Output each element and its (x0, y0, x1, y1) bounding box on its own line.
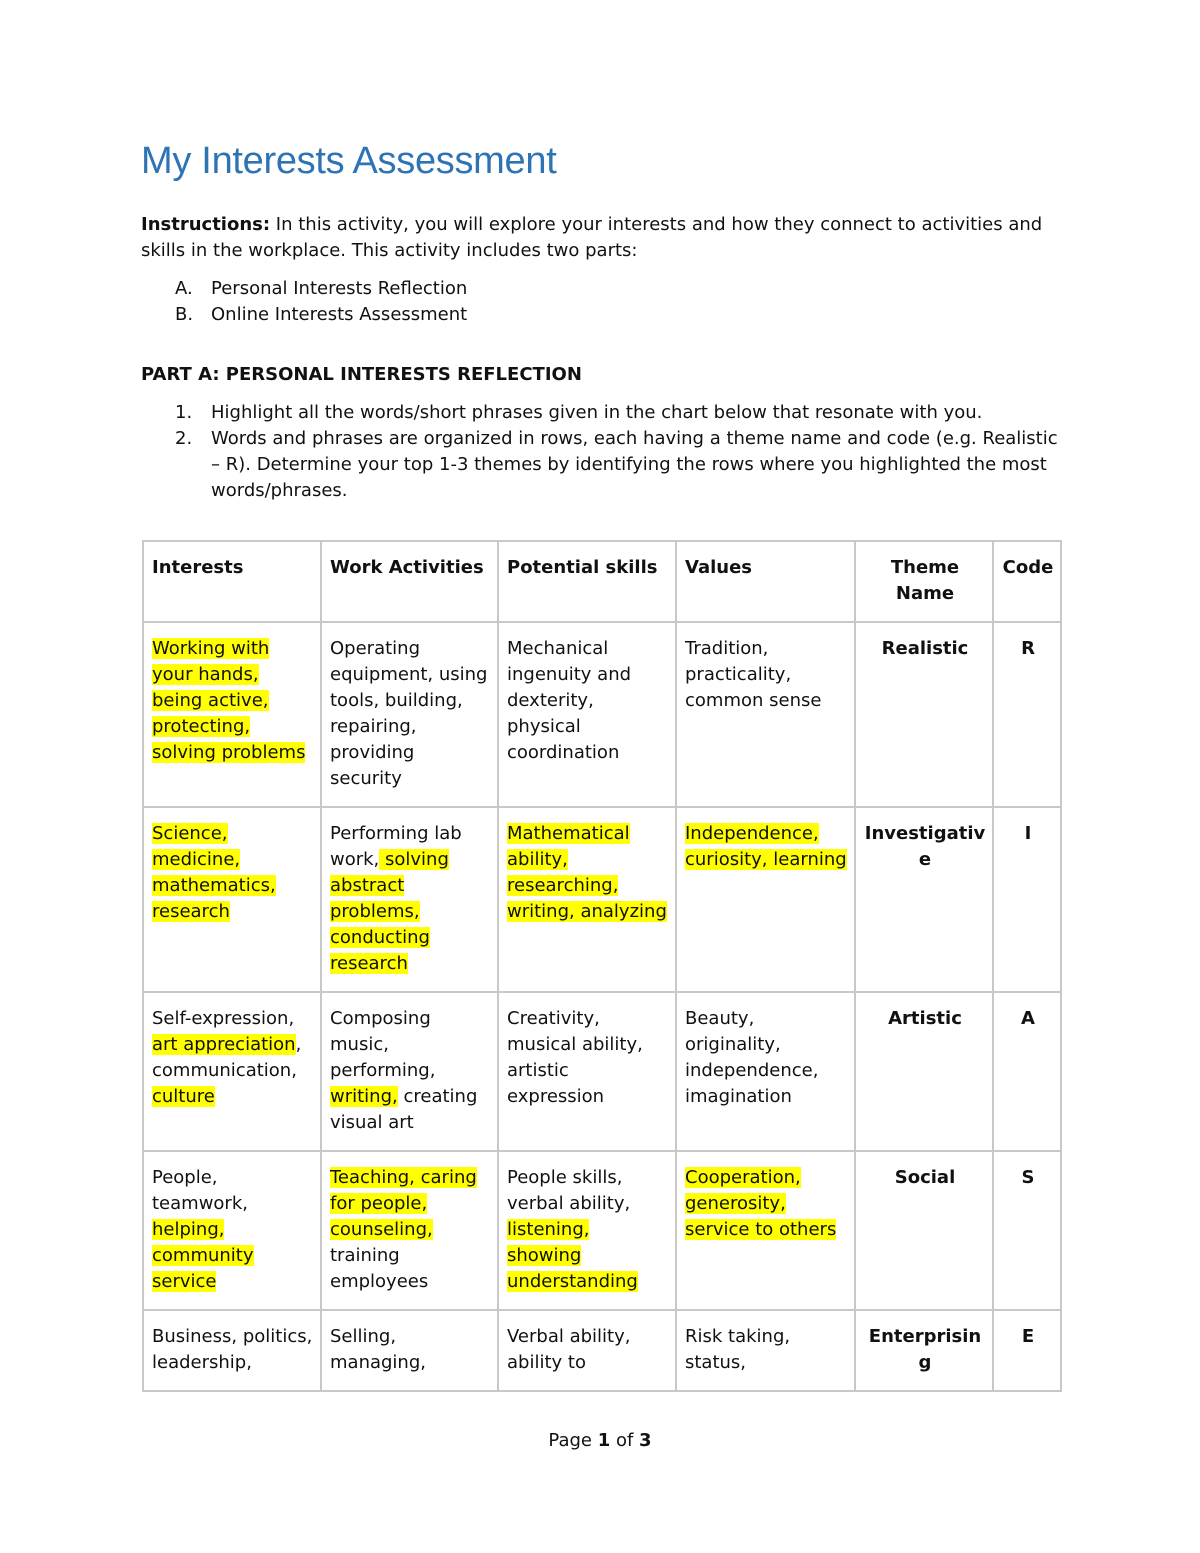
cell-values (676, 1310, 855, 1391)
cell-interests (143, 1310, 321, 1391)
column-header-code: Code (993, 541, 1061, 622)
highlighted-text: listening, showing understanding (507, 1219, 638, 1292)
cell-text: Self-expression, (152, 1008, 295, 1029)
interests-table (142, 540, 1062, 1392)
footer-prefix: Page (548, 1430, 598, 1451)
highlighted-text: art appreciation (152, 1034, 296, 1055)
cell-text: Performing lab work, (330, 823, 462, 870)
highlighted-text: helping, community service (152, 1219, 254, 1292)
footer-current-page: 1 (597, 1430, 611, 1451)
cell-text: Beauty, originality, independence, imagination (685, 1008, 819, 1107)
cell-values (676, 992, 855, 1151)
cell-text: creating visual art (330, 1086, 478, 1133)
highlighted-text: writing, (330, 1086, 398, 1107)
cell-work-activities (321, 622, 498, 807)
cell-work-activities (321, 992, 498, 1151)
table-row (143, 807, 1061, 992)
cell-text: Mechanical ingenuity and dexterity, physical coordination (507, 638, 632, 763)
table-row (143, 992, 1061, 1151)
cell-text: Operating equipment, using tools, building, repairing, providing security (330, 638, 488, 789)
instructions-text: In this activity, you will explore your interests and how they connect to activities and skills in the workplace. This activity includes two parts: (141, 214, 1043, 261)
table-row (143, 1151, 1061, 1310)
cell-theme-name: Realistic (855, 622, 993, 807)
highlighted-text: Working with your hands, being active, protecting, solving problems (152, 638, 306, 763)
highlighted-text: Cooperation, generosity, service to others (685, 1167, 837, 1240)
list-item (141, 400, 1071, 426)
cell-potential-skills (498, 1151, 676, 1310)
list-item (141, 302, 1071, 328)
list-marker: B. (175, 304, 194, 325)
cell-theme-name: Enterprising (855, 1310, 993, 1391)
cell-potential-skills (498, 1310, 676, 1391)
cell-theme-name: Social (855, 1151, 993, 1310)
highlighted-text: Teaching, caring for people, counseling, (330, 1167, 477, 1240)
instructions-paragraph (141, 212, 1071, 264)
cell-potential-skills (498, 992, 676, 1151)
cell-work-activities (321, 1151, 498, 1310)
column-header-values: Values (676, 541, 855, 622)
steps-list (141, 400, 1071, 504)
list-marker: A. (175, 278, 193, 299)
highlighted-text: solving abstract problems, conducting research (330, 849, 449, 974)
cell-values (676, 807, 855, 992)
cell-code: R (993, 622, 1061, 807)
highlighted-text: Science, medicine, mathematics, research (152, 823, 276, 922)
column-header-theme-name: Theme Name (855, 541, 993, 622)
cell-text: People skills, verbal ability, (507, 1167, 631, 1214)
footer-middle: of (610, 1430, 640, 1451)
cell-values (676, 622, 855, 807)
list-marker: 1. (175, 402, 193, 423)
cell-interests (143, 622, 321, 807)
table-row (143, 622, 1061, 807)
list-item (141, 276, 1071, 302)
cell-work-activities (321, 807, 498, 992)
highlighted-text: Independence, curiosity, learning (685, 823, 847, 870)
cell-work-activities (321, 1310, 498, 1391)
part-a-heading: PART A: PERSONAL INTERESTS REFLECTION (141, 364, 582, 385)
column-header-work-activities: Work Activities (321, 541, 498, 622)
cell-potential-skills (498, 807, 676, 992)
cell-text: Verbal ability, ability to (507, 1326, 631, 1373)
cell-values (676, 1151, 855, 1310)
cell-code: E (993, 1310, 1061, 1391)
cell-theme-name: Investigative (855, 807, 993, 992)
cell-code: S (993, 1151, 1061, 1310)
cell-text: People, teamwork, (152, 1167, 248, 1214)
cell-code: A (993, 992, 1061, 1151)
page-footer (0, 1430, 1200, 1451)
footer-total-pages: 3 (639, 1430, 652, 1451)
column-header-interests: Interests (143, 541, 321, 622)
instructions-label: Instructions: (141, 214, 271, 235)
page-title: My Interests Assessment (141, 140, 557, 182)
cell-text: Composing music, performing, (330, 1008, 436, 1081)
highlighted-text: culture (152, 1086, 215, 1107)
list-item (141, 426, 1071, 504)
cell-text: , communication, (152, 1034, 302, 1081)
cell-interests (143, 807, 321, 992)
highlighted-text: Mathematical ability, researching, writing, analyzing (507, 823, 667, 922)
list-item-text: Words and phrases are organized in rows, each having a theme name and code (e.g. Realistic – R). Determine your top 1-3 themes by identifying the rows where you highlighted the most words/phrases. (211, 428, 1058, 501)
cell-theme-name: Artistic (855, 992, 993, 1151)
list-item-text: Highlight all the words/short phrases given in the chart below that resonate with you. (211, 402, 983, 423)
parts-list (141, 276, 1071, 328)
cell-potential-skills (498, 622, 676, 807)
list-marker: 2. (175, 428, 193, 449)
column-header-potential-skills: Potential skills (498, 541, 676, 622)
table-header-row (143, 541, 1061, 622)
cell-text: Selling, managing, (330, 1326, 426, 1373)
cell-code: I (993, 807, 1061, 992)
cell-interests (143, 1151, 321, 1310)
cell-interests (143, 992, 321, 1151)
cell-text: Tradition, practicality, common sense (685, 638, 822, 711)
table-row (143, 1310, 1061, 1391)
list-item-text: Personal Interests Reflection (211, 278, 468, 299)
cell-text: Risk taking, status, (685, 1326, 791, 1373)
cell-text: training employees (330, 1245, 429, 1292)
list-item-text: Online Interests Assessment (211, 304, 468, 325)
cell-text: Creativity, musical ability, artistic expression (507, 1008, 643, 1107)
cell-text: Business, politics, leadership, (152, 1326, 313, 1373)
